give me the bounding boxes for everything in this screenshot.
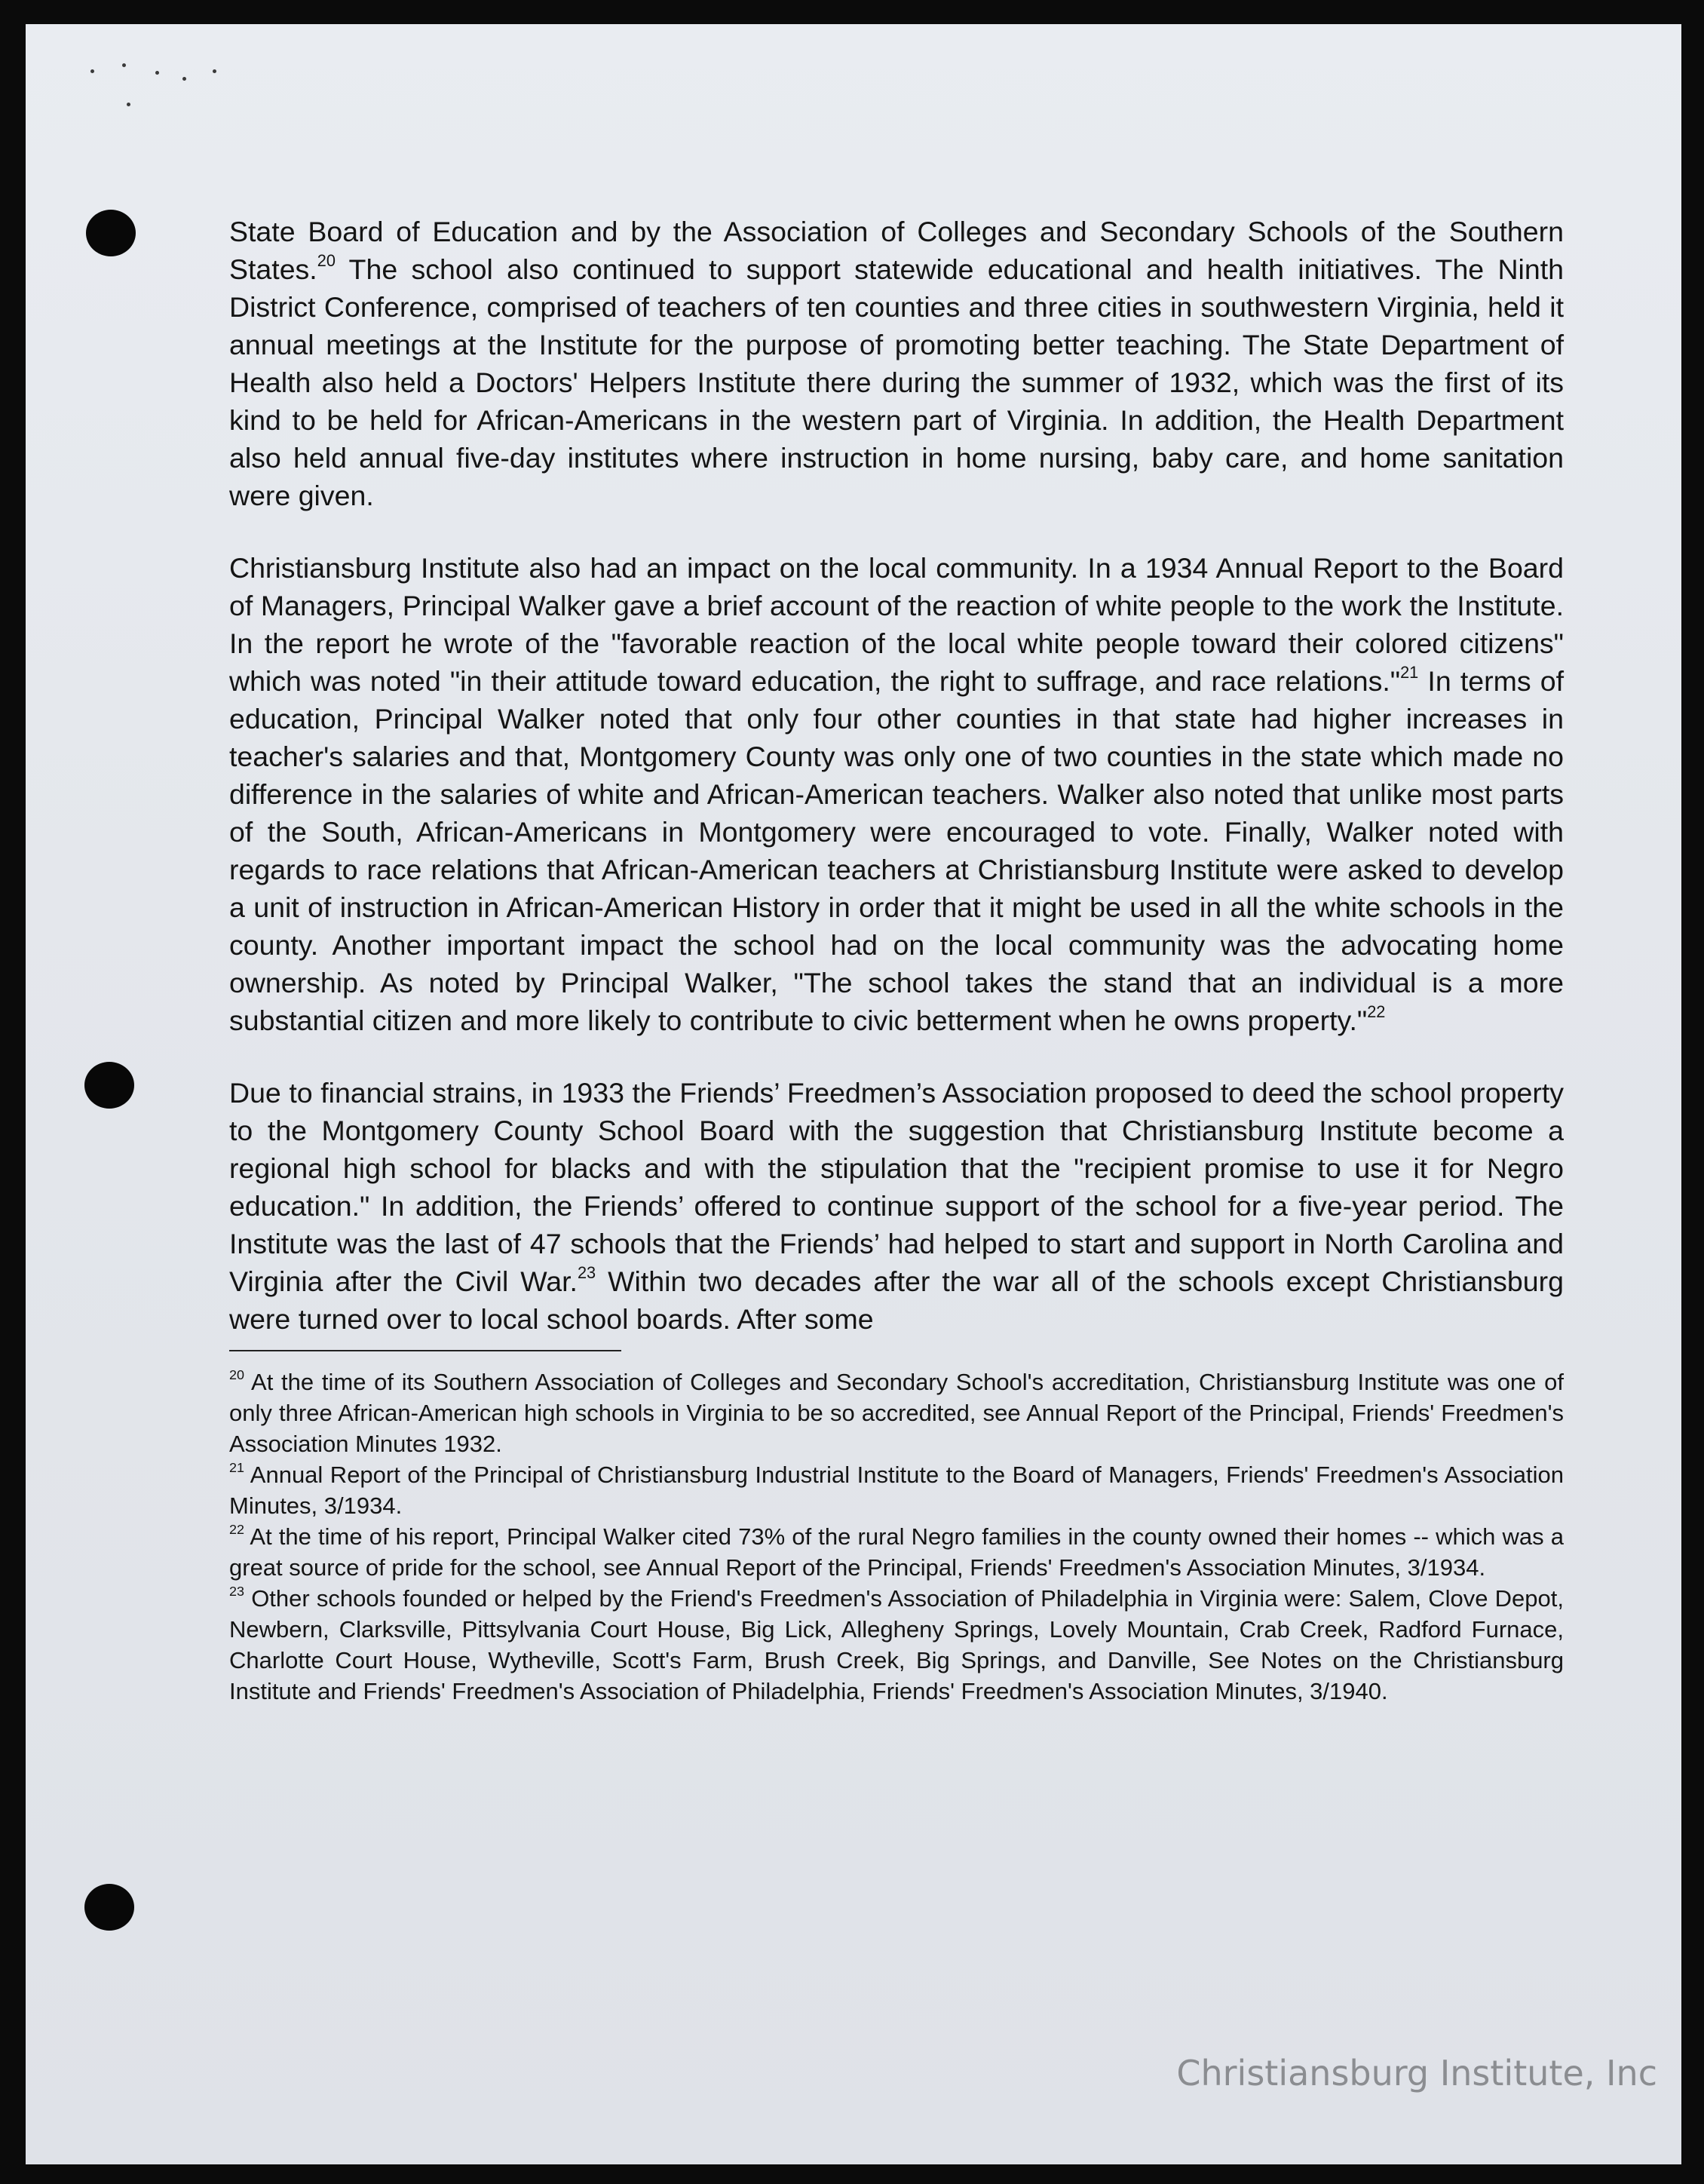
footnote-text: Other schools founded or helped by the Friend's Freedmen's Association of Philadelphia in Virginia were: Salem, Clove Depot, Newbern, Clarksville, Pittsylvania Court House, Big Lick, Allegheny Springs, Lovely Mountain, Crab Creek, Radford Furnace, Charlotte Court House, Wytheville, Scott's Farm, Brush Creek, Big Springs, and Danville, See Notes on the Christiansburg Institute and Friends' Freedmen's Association of Philadelphia, Friends' Freedmen's Association Minutes, 3/1940. bbox=[229, 1585, 1564, 1704]
footnote-number: 20 bbox=[229, 1367, 244, 1382]
speck bbox=[155, 71, 159, 75]
footnote-20 bbox=[229, 1367, 1564, 1459]
paragraph-text: The school also continued to support statewide educational and health initiatives. The Ninth District Conference, comprised of teachers of ten counties and three cities in southwestern Virginia, held it annual meetings at the Institute for the purpose of promoting better teaching. The State Department of Health also held a Doctors' Helpers Institute there during the summer of 1932, which was the first of its kind to be held for African-Americans in the western part of Virginia. In addition, the Health Department also held annual five-day institutes where instruction in home nursing, baby care, and home sanitation were given. bbox=[229, 253, 1564, 511]
paragraph-text: Due to financial strains, in 1933 the Friends’ Freedmen’s Association proposed to deed the school property to the Montgomery County School Board with the suggestion that Christiansburg Institute become a regional high school for blacks and with the stipulation that the "recipient promise to use it for Negro education." In addition, the Friends’ offered to continue support of the school for a five-year period. The Institute was the last of 47 schools that the Friends’ had helped to start and support in North Carolina and Virginia after the Civil War. bbox=[229, 1077, 1564, 1297]
footnote-22 bbox=[229, 1521, 1564, 1583]
speck bbox=[122, 63, 126, 67]
footnote-21 bbox=[229, 1459, 1564, 1521]
body-paragraph-1 bbox=[229, 213, 1564, 514]
watermark: Christiansburg Institute, Inc bbox=[1176, 2053, 1657, 2094]
binder-hole-top bbox=[86, 210, 136, 256]
speck bbox=[213, 69, 216, 73]
footnote-number: 23 bbox=[229, 1583, 244, 1599]
document-body bbox=[229, 213, 1564, 1707]
footnote-ref-21: 21 bbox=[1400, 663, 1419, 682]
footnote-text: At the time of his report, Principal Walker cited 73% of the rural Negro families in the county owned their homes -- which was a great source of pride for the school, see Annual Report of the Principal, Friends' Freedmen's Association Minutes, 3/1934. bbox=[229, 1523, 1564, 1581]
footnote-23 bbox=[229, 1583, 1564, 1707]
document-page bbox=[26, 24, 1681, 2164]
footnote-ref-23: 23 bbox=[577, 1263, 596, 1283]
footnote-number: 22 bbox=[229, 1521, 244, 1537]
footnote-text: At the time of its Southern Association of Colleges and Secondary School's accreditation, Christiansburg Institute was one of only three African-American high schools in Virginia to be so accredited, see Annual Report of the Principal, Friends' Freedmen's Association Minutes 1932. bbox=[229, 1369, 1564, 1457]
paragraph-text: Within two decades after the war all of the schools except Christiansburg were turned over to local school boards. After some bbox=[229, 1265, 1564, 1335]
footnote-ref-22: 22 bbox=[1367, 1002, 1386, 1022]
footnote-ref-20: 20 bbox=[317, 251, 336, 271]
speck bbox=[182, 77, 186, 81]
footnote-separator bbox=[229, 1350, 621, 1351]
paragraph-text: In terms of education, Principal Walker noted that only four other counties in that state had higher increases in teacher's salaries and that, Montgomery County was only one of two counties in the state which made no difference in the salaries of white and African-American teachers. Walker also noted that unlike most parts of the South, African-Americans in Montgomery were encouraged to vote. Finally, Walker noted with regards to race relations that African-American teachers at Christiansburg Institute were asked to develop a unit of instruction in African-American History in order that it might be used in all the white schools in the county. Another important impact the school had on the local community was the advocating home ownership. As noted by Principal Walker, "The school takes the stand that an individual is a more substantial citizen and more likely to contribute to civic betterment when he owns property." bbox=[229, 665, 1564, 1036]
body-paragraph-3 bbox=[229, 1074, 1564, 1338]
speck bbox=[127, 103, 130, 106]
speck bbox=[90, 69, 94, 73]
binder-hole-bottom bbox=[84, 1884, 134, 1931]
paragraph-text: State Board of Education and by the Association of Colleges and Secondary Schools of the Southern States. bbox=[229, 216, 1564, 285]
binder-hole-middle bbox=[84, 1062, 134, 1109]
body-paragraph-2 bbox=[229, 549, 1564, 1039]
footnote-text: Annual Report of the Principal of Christiansburg Industrial Institute to the Board of Managers, Friends' Freedmen's Association Minutes, 3/1934. bbox=[229, 1462, 1564, 1519]
footnote-number: 21 bbox=[229, 1459, 244, 1475]
paragraph-text: Christiansburg Institute also had an impact on the local community. In a 1934 Annual Report to the Board of Managers, Principal Walker gave a brief account of the reaction of white people to the work the Institute. In the report he wrote of the "favorable reaction of the local white people toward their colored citizens" which was noted "in their attitude toward education, the right to suffrage, and race relations." bbox=[229, 552, 1564, 697]
